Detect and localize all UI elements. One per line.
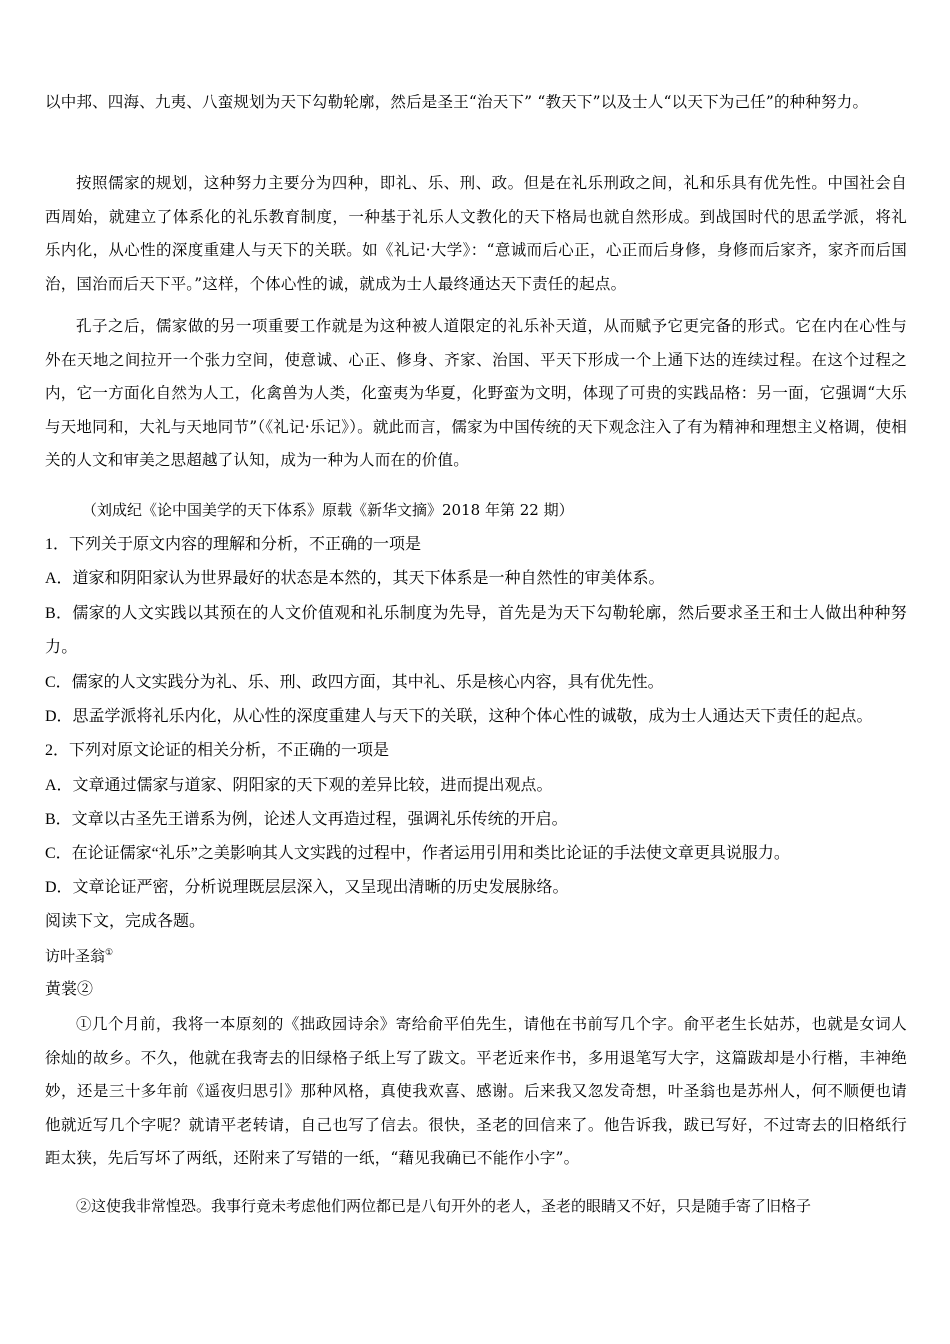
article-paragraph-2: ②这使我非常惶恐。我事行竟未考虑他们两位都已是八旬开外的老人，圣老的眼睛又不好，只是随手寄了旧格子 (76, 1197, 812, 1215)
article-author: 黄裳② (45, 981, 94, 998)
article-title-text: 访叶圣翁 (45, 947, 106, 965)
title-footnote-mark: ① (105, 948, 114, 958)
article-title (45, 946, 113, 966)
question-1-option-d: D．思孟学派将礼乐内化，从心性的深度重建人与天下的关联，这种个体心性的诚敬，成为士人通达天下责任的起点。 (45, 708, 873, 725)
passage1-paragraph-1: 按照儒家的规划，这种努力主要分为四种，即礼、乐、刑、政。但是在礼乐刑政之间，礼和乐具有优先性。中国社会自西周始，就建立了体系化的礼乐教育制度，一种基于礼乐人文教化的天下格局也就自然形成。到战国时代的思孟学派，将礼乐内化，从心性的深度重建人与天下的关联。如《礼记·大学》：“意诚而后心正，心正而后身修，身修而后家齐，家齐而后国治，国治而后天下平。”这样，个体心性的诚，就成为士人最终通达天下责任的起点。 (45, 174, 907, 293)
question-1-option-a: A．道家和阴阳家认为世界最好的状态是本然的，其天下体系是一种自然性的审美体系。 (45, 570, 665, 587)
question-2-option-b: B．文章以古圣先王谱系为例，论述人文再造过程，强调礼乐传统的开启。 (45, 811, 568, 828)
question-1-option-b: B．儒家的人文实践以其预在的人文价值观和礼乐制度为先导，首先是为天下勾勒轮廓，然后要求圣王和士人做出种种努力。 (45, 605, 907, 656)
article-paragraph-1: ①几个月前，我将一本原刻的《拙政园诗余》寄给俞平伯先生，请他在书前写几个字。俞平老生长姑苏，也就是女词人徐灿的故乡。不久，他就在我寄去的旧绿格子纸上写了跋文。平老近来作书，多用退笔写大字，这篇跋却是小行楷，丰神绝妙，还是三十多年前《遥夜归思引》那种风格，真使我欢喜、感谢。后来我又忽发奇想，叶圣翁也是苏州人，何不顺便也请他就近写几个字呢？就请平老转请，自己也写了信去。很快，圣老的回信来了。他告诉我，跋已写好，不过寄去的旧格纸行距太狭，先后写坏了两纸，还附来了写错的一纸，“藉见我确已不能作小字”。 (45, 1015, 907, 1167)
passage1-paragraph-2: 孔子之后，儒家做的另一项重要工作就是为这种被人道限定的礼乐补天道，从而赋予它更完备的形式。它在内在心性与外在天地之间拉开一个张力空间，使意诚、心正、修身、齐家、治国、平天下形成一个上通下达的连续过程。在这个过程之内，它一方面化自然为人工，化禽兽为人类，化蛮夷为华夏，化野蛮为文明，体现了可贵的实践品格：另一面，它强调“大乐与天地同和，大礼与天地同节”（《礼记·乐记》）。就此而言，儒家为中国传统的天下观念注入了有为精神和理想主义格调，使相关的人文和审美之思超越了认知，成为一种为人而在的价值。 (45, 317, 907, 469)
question-2-option-c: C．在论证儒家“礼乐”之美影响其人文实践的过程中，作者运用引用和类比论证的手法使文章更具说服力。 (45, 845, 790, 862)
passage1-paragraph-0: 以中邦、四海、九夷、八蛮规划为天下勾勒轮廓，然后是圣王“治天下” “教天下”以及士人“以天下为己任”的种种努力。 (45, 93, 869, 111)
question-1-option-c: C．儒家的人文实践分为礼、乐、刑、政四方面，其中礼、乐是核心内容，具有优先性。 (45, 674, 664, 691)
source-citation: （刘成纪《论中国美学的天下体系》原载《新华文摘》2018 年第 22 期） (82, 501, 574, 519)
question-2-option-a: A．文章通过儒家与道家、阴阳家的天下观的差异比较，进而提出观点。 (45, 777, 553, 794)
question-2-stem: 2．下列对原文论证的相关分析，不正确的一项是 (45, 742, 390, 759)
question-2-option-d: D．文章论证严密，分析说理既层层深入，又呈现出清晰的历史发展脉络。 (45, 879, 569, 896)
question-1-stem: 1．下列关于原文内容的理解和分析，不正确的一项是 (45, 536, 422, 553)
reading-instruction: 阅读下文，完成各题。 (45, 913, 206, 930)
